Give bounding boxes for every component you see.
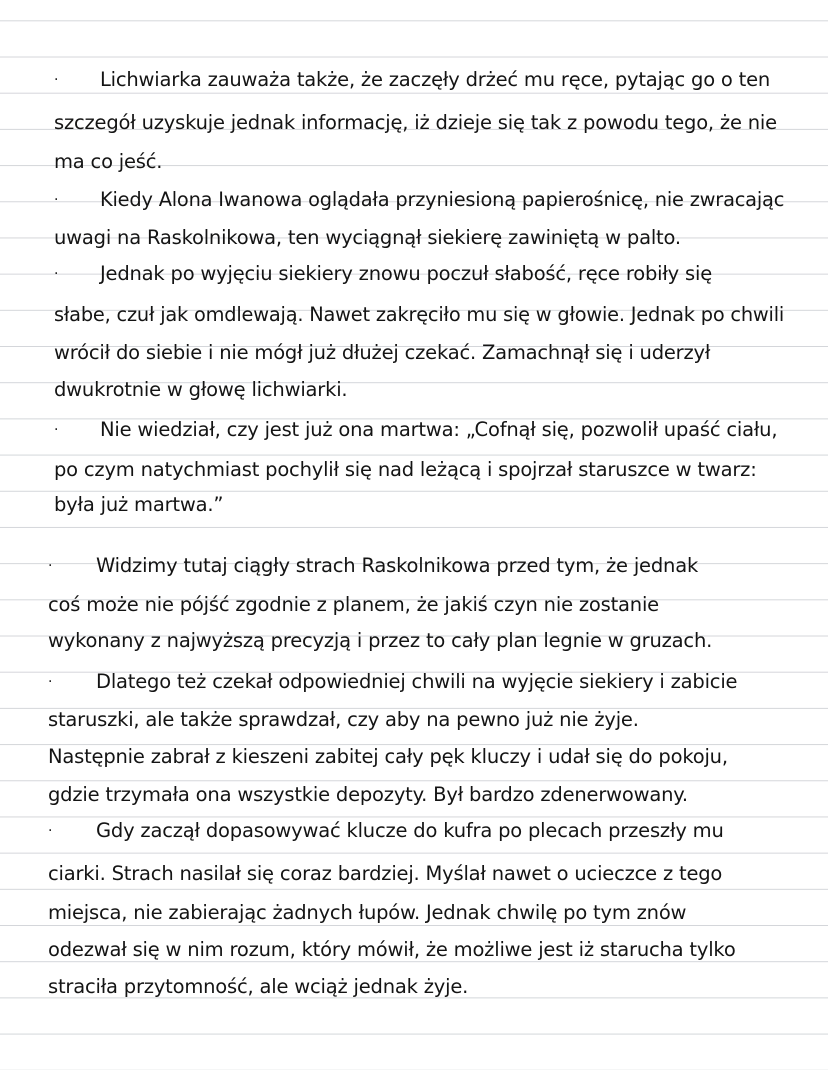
text-line: [0, 895, 828, 931]
line-text: Gdy zaczął dopasowywać klucze do kufra po plecach przeszły mu: [96, 819, 724, 842]
line-text: straciła przytomność, ale wciąż jednak żyje.: [48, 975, 469, 998]
text-line: [0, 256, 828, 292]
text-line: [0, 702, 828, 738]
line-text: odezwał się w nim rozum, który mówił, że możliwe jest iż starucha tylko: [48, 938, 736, 961]
bullet: ·: [48, 674, 53, 690]
line-text: Widzimy tutaj ciągły strach Raskolnikowa przed tym, że jednak: [96, 554, 699, 577]
bullet: ·: [48, 558, 53, 574]
line-text: ma co jeść.: [54, 150, 163, 173]
text-line: [0, 623, 828, 659]
text-line: [0, 412, 828, 448]
bullet: ·: [54, 422, 59, 438]
text-line: [0, 182, 828, 218]
line-text: szczegół uzyskuje jednak informację, iż dzieje się tak z powodu tego, że nie: [54, 111, 777, 134]
line-text: miejsca, nie zabierając żadnych łupów. Jednak chwilę po tym znów: [48, 901, 687, 924]
line-text: Dlatego też czekał odpowiedniej chwili na wyjęcie siekiery i zabicie: [96, 670, 738, 693]
text-line: [0, 932, 828, 968]
text-line: [0, 487, 828, 523]
line-text: uwagi na Raskolnikowa, ten wyciągnął siekierę zawiniętą w palto.: [54, 226, 681, 249]
text-line: [0, 62, 828, 98]
line-text: Nie wiedział, czy jest już ona martwa: „Cofnął się, pozwolił upaść ciału,: [100, 418, 778, 441]
bullet: ·: [54, 192, 59, 208]
line-text: wrócił do siebie i nie mógł już dłużej czekać. Zamachnął się i uderzył: [54, 341, 711, 364]
line-text: coś może nie pójść zgodnie z planem, że jakiś czyn nie zostanie: [48, 593, 659, 616]
bullet: ·: [54, 72, 59, 88]
text-line: [0, 664, 828, 700]
text-line: [0, 587, 828, 623]
text-line: [0, 548, 828, 584]
text-line: [0, 105, 828, 141]
line-text: słabe, czuł jak omdlewają. Nawet zakręciło mu się w głowie. Jednak po chwili: [54, 303, 785, 326]
text-line: [0, 856, 828, 892]
line-text: po czym natychmiast pochylił się nad leżącą i spojrzał staruszce w twarz:: [54, 458, 757, 481]
text-line: [0, 335, 828, 371]
text-line: [0, 777, 828, 813]
line-text: staruszki, ale także sprawdzał, czy aby na pewno już nie żyje.: [48, 708, 639, 731]
bullet: ·: [48, 823, 53, 839]
bullet: ·: [54, 266, 59, 282]
line-text: dwukrotnie w głowę lichwiarki.: [54, 378, 348, 401]
text-line: [0, 813, 828, 849]
text-line: [0, 297, 828, 333]
line-text: gdzie trzymała ona wszystkie depozyty. Był bardzo zdenerwowany.: [48, 783, 688, 806]
text-line: [0, 372, 828, 408]
line-text: Jednak po wyjęciu siekiery znowu poczuł słabość, ręce robiły się: [100, 262, 712, 285]
text-line: [0, 220, 828, 256]
line-text: Kiedy Alona Iwanowa oglądała przyniesioną papierośnicę, nie zwracając: [100, 188, 785, 211]
text-line: [0, 969, 828, 1005]
line-text: wykonany z najwyższą precyzją i przez to cały plan legnie w gruzach.: [48, 629, 713, 652]
text-line: [0, 452, 828, 488]
line-text: Następnie zabrał z kieszeni zabitej cały pęk kluczy i udał się do pokoju,: [48, 745, 728, 768]
text-line: [0, 144, 828, 180]
line-text: Lichwiarka zauważa także, że zaczęły drżeć mu ręce, pytając go o ten: [100, 68, 771, 91]
text-line: [0, 739, 828, 775]
line-text: ciarki. Strach nasilał się coraz bardziej. Myślał nawet o ucieczce z tego: [48, 862, 723, 885]
line-text: była już martwa.”: [54, 493, 224, 516]
